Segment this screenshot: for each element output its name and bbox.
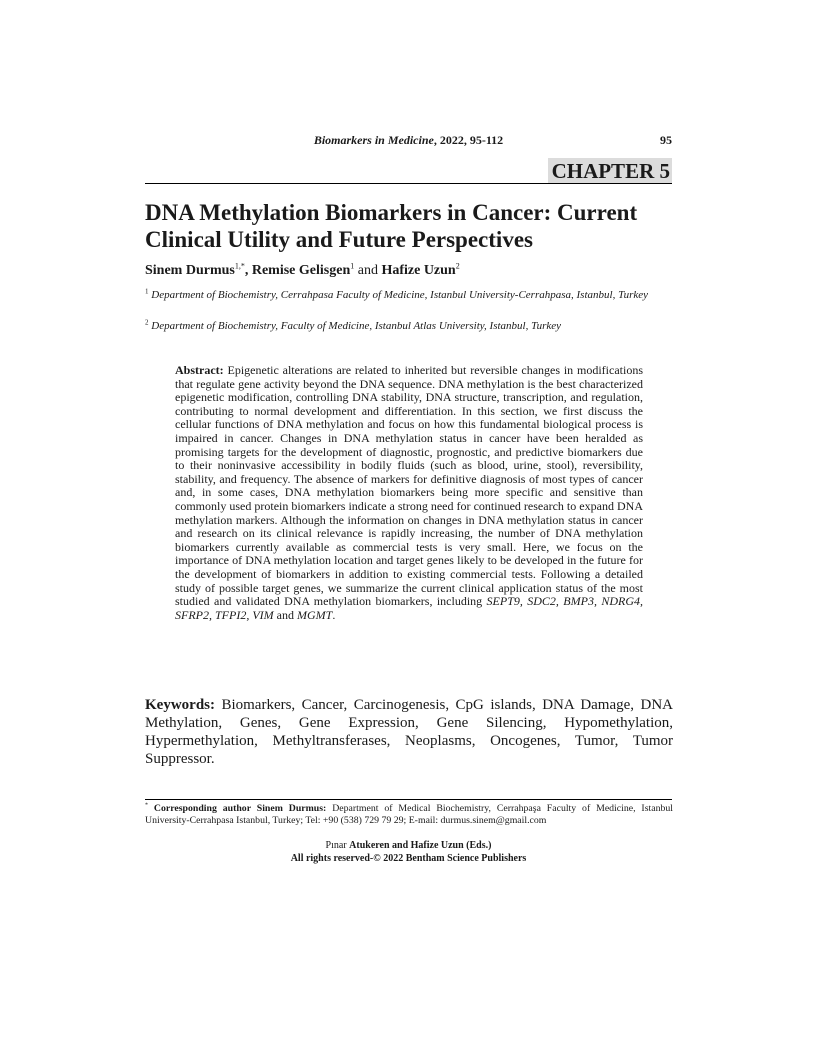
- footnote-rule: [145, 799, 672, 800]
- footnote-sup: *: [145, 802, 148, 809]
- affiliation-sup: 1: [145, 287, 149, 296]
- affiliation-2: [145, 319, 675, 333]
- journal-volume-pages: , 2022, 95-112: [433, 133, 504, 147]
- author-name: Hafize Uzun: [381, 263, 456, 278]
- author-sup: 1,*: [234, 261, 245, 271]
- author-name: Sinem Durmus: [145, 263, 235, 278]
- author-separator: ,: [244, 263, 252, 278]
- affiliation-sup: 2: [145, 318, 149, 327]
- chapter-title: DNA Methylation Biomarkers in Cancer: Current Clinical Utility and Future Perspectives: [145, 200, 638, 252]
- author-separator: and: [354, 263, 382, 278]
- footnote: [145, 803, 673, 827]
- abstract-gene-mgmt: MGMT: [296, 607, 333, 622]
- editors-line: [145, 840, 672, 853]
- rights-line: [145, 853, 672, 866]
- keywords-text: Biomarkers, Cancer, Carcinogenesis, CpG islands, DNA Damage, DNA Methylation, Genes, Gene Expression, Gene Silencing, Hypomethylation, Hypermethylation, Methyltransferases, Neoplasms, Oncogenes, Tumor, Tumor Suppressor.: [145, 697, 673, 767]
- editors-first-name: Pınar: [325, 840, 347, 851]
- keywords-label: Keywords:: [145, 697, 215, 713]
- abstract-gene-list: SEPT9, SDC2, BMP3, NDRG4, SFRP2, TFPI2, VIM: [175, 594, 643, 622]
- affiliation-1: [145, 288, 675, 302]
- author-sup: 2: [455, 261, 460, 271]
- journal-name: Biomarkers in Medicine: [313, 133, 434, 147]
- author-sup: 1: [350, 261, 355, 271]
- editors-block: [145, 840, 672, 865]
- author-list: [145, 262, 675, 280]
- chapter-rule: [145, 183, 672, 184]
- journal-citation: [145, 133, 672, 147]
- affiliation-text: Department of Biochemistry, Cerrahpasa Faculty of Medicine, Istanbul University-Cerrahpasa, Istanbul, Turkey: [151, 289, 649, 301]
- abstract-text: Epigenetic alterations are related to inherited but reversible changes in modifications that regulate gene activity beyond the DNA sequence. DNA methylation is the best characterized epigenetic modification, controlling DNA stability, DNA structure, transcription, and regulation, contributing to normal development and differentiation. In this section, we first discuss the cellular functions of DNA methylation and focus on how this fundamental biological process is impaired in cancer. Changes in DNA methylation status in cancer have been heralded as promising targets for the development of diagnostic, prognostic, and predictive biomarkers due to their noninvasive accessibility in bodily fluids (such as blood, urine, stool), reversibility, stability, and frequency. The absence of markers for definitive diagnosis of most types of cancer and, in some cases, DNA methylation biomarkers being more specific and sensitive than commonly used protein biomarkers indicate a strong need for continued research to expand DNA methylation markers. Although the information on changes in DNA methylation status in cancer and research on its clinical relevance is rapidly increasing, the number of DNA methylation biomarkers currently available as commercial tests is very small. Here, we focus on the importance of DNA methylation location and target genes likely to be developed in the future for the development of biomarkers in addition to existing commercial tests. Following a detailed study of possible target genes, we summarize the current clinical application status of the most studied and validated DNA methylation biomarkers, including: [175, 363, 644, 609]
- author-name: Remise Gelisgen: [251, 263, 351, 278]
- page-number: 95: [660, 133, 672, 147]
- footnote-text: Department of Medical Biochemistry, Cerrahpaşa Faculty of Medicine, Istanbul University-Cerrahpasa Istanbul, Turkey; Tel: +90 (538) 729 79 29; E-mail: durmus.sinem@gmail.com: [145, 803, 673, 826]
- chapter-label: CHAPTER 5: [548, 158, 672, 183]
- affiliation-text: Department of Biochemistry, Faculty of Medicine, Istanbul Atlas University, Istanbul, Turkey: [151, 320, 562, 332]
- abstract-and: and: [273, 607, 297, 622]
- abstract-end: .: [332, 607, 336, 622]
- rights-text: All rights reserved-© 2022 Bentham Science Publishers: [290, 852, 527, 864]
- abstract-label: Abstract:: [175, 363, 224, 377]
- editors-names: Atukeren and Hafize Uzun (Eds.): [349, 840, 492, 851]
- keywords: [145, 696, 673, 768]
- footnote-label: Corresponding author Sinem Durmus:: [153, 803, 327, 814]
- abstract: [175, 364, 643, 622]
